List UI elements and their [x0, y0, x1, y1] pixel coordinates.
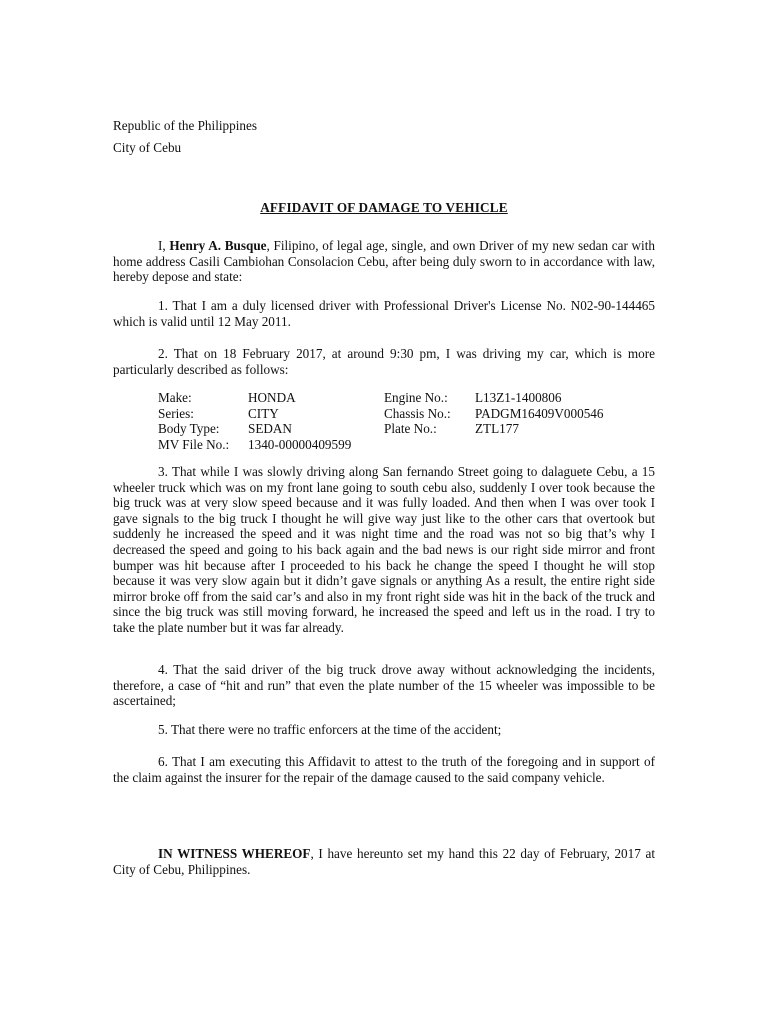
witness-text: , I have hereunto set my hand this 22 day of February, 2017 at City of Cebu, Philippines.: [113, 846, 656, 877]
document-title: AFFIDAVIT OF DAMAGE TO VEHICLE: [260, 200, 508, 215]
paragraph-2: 2. That on 18 February 2017, at around 9:30 pm, I was driving my car, which is more particularly described as follows:: [113, 346, 655, 377]
paragraph-5: 5. That there were no traffic enforcers at the time of the accident;: [158, 722, 502, 737]
plate-label: Plate No.:: [384, 421, 437, 437]
plate-value: ZTL177: [475, 421, 519, 437]
paragraph-3: 3. That while I was slowly driving along San fernando Street going to dalaguete Cebu, a 15 wheeler truck which was on my front lane going to south cebu also, suddenly I over took because the big truck was at very slow speed because and it was fully loaded. And then when I was over took I gave signals to the big truck I thought he will give way just like to the other cars that overtook but suddenly he increased the speed and it was night time and the road was not so big that’s why I decreased the speed and going to his back again and the bad news is our right side mirror and front bumper was hit because after I proceeded to his back he change the speed I thought he will stop because it was very slow again but it didn’t gave signals or anything As a result, the entire right side mirror broke off from the said car’s and also in my front right side was hit in the back of the truck and since the big truck was still moving forward, he increased the speed and left us in the road. I try to take the plate number but it was far already.: [113, 464, 655, 635]
city-line: City of Cebu: [113, 140, 182, 155]
witness-heading: IN WITNESS WHEREOF: [158, 846, 311, 861]
chassis-value: PADGM16409V000546: [475, 405, 604, 421]
engine-value: L13Z1-1400806: [475, 390, 562, 405]
mv-file-label: MV File No.:: [158, 436, 230, 452]
body-type-value: SEDAN: [248, 421, 292, 437]
paragraph-1: 1. That I am a duly licensed driver with Professional Driver's License No. N02-90-144465 which is valid until 12 May 2011.: [113, 298, 655, 329]
paragraph-6: 6. That I am executing this Affidavit to attest to the truth of the foregoing and in support of the claim against the insurer for the repair of the damage caused to the said company vehicle.: [113, 754, 655, 785]
series-label: Series:: [158, 405, 194, 421]
intro-post: , Filipino, of legal age, single, and own Driver of my new sedan car with home address Casili Cambiohan Consolacion Cebu, after being duly sworn to in accordance with law, hereby depose and state:: [113, 238, 655, 285]
mv-file-value: 1340-00000409599: [248, 436, 352, 452]
country-line: Republic of the Philippines: [113, 118, 257, 133]
intro-pre: I,: [158, 238, 170, 253]
affiant-name: Henry A. Busque: [169, 238, 267, 253]
body-type-label: Body Type:: [158, 421, 220, 437]
series-value: CITY: [248, 405, 279, 421]
intro-paragraph: [113, 238, 655, 285]
paragraph-4: 4. That the said driver of the big truck drove away without acknowledging the incidents, therefore, a case of “hit and run” that even the plate number of the 15 wheeler was impossible to be ascertained;: [113, 662, 655, 709]
witness-paragraph: [113, 846, 655, 877]
make-value: HONDA: [248, 390, 296, 405]
chassis-label: Chassis No.:: [384, 405, 451, 421]
make-label: Make:: [158, 390, 192, 405]
engine-label: Engine No.:: [384, 390, 448, 405]
